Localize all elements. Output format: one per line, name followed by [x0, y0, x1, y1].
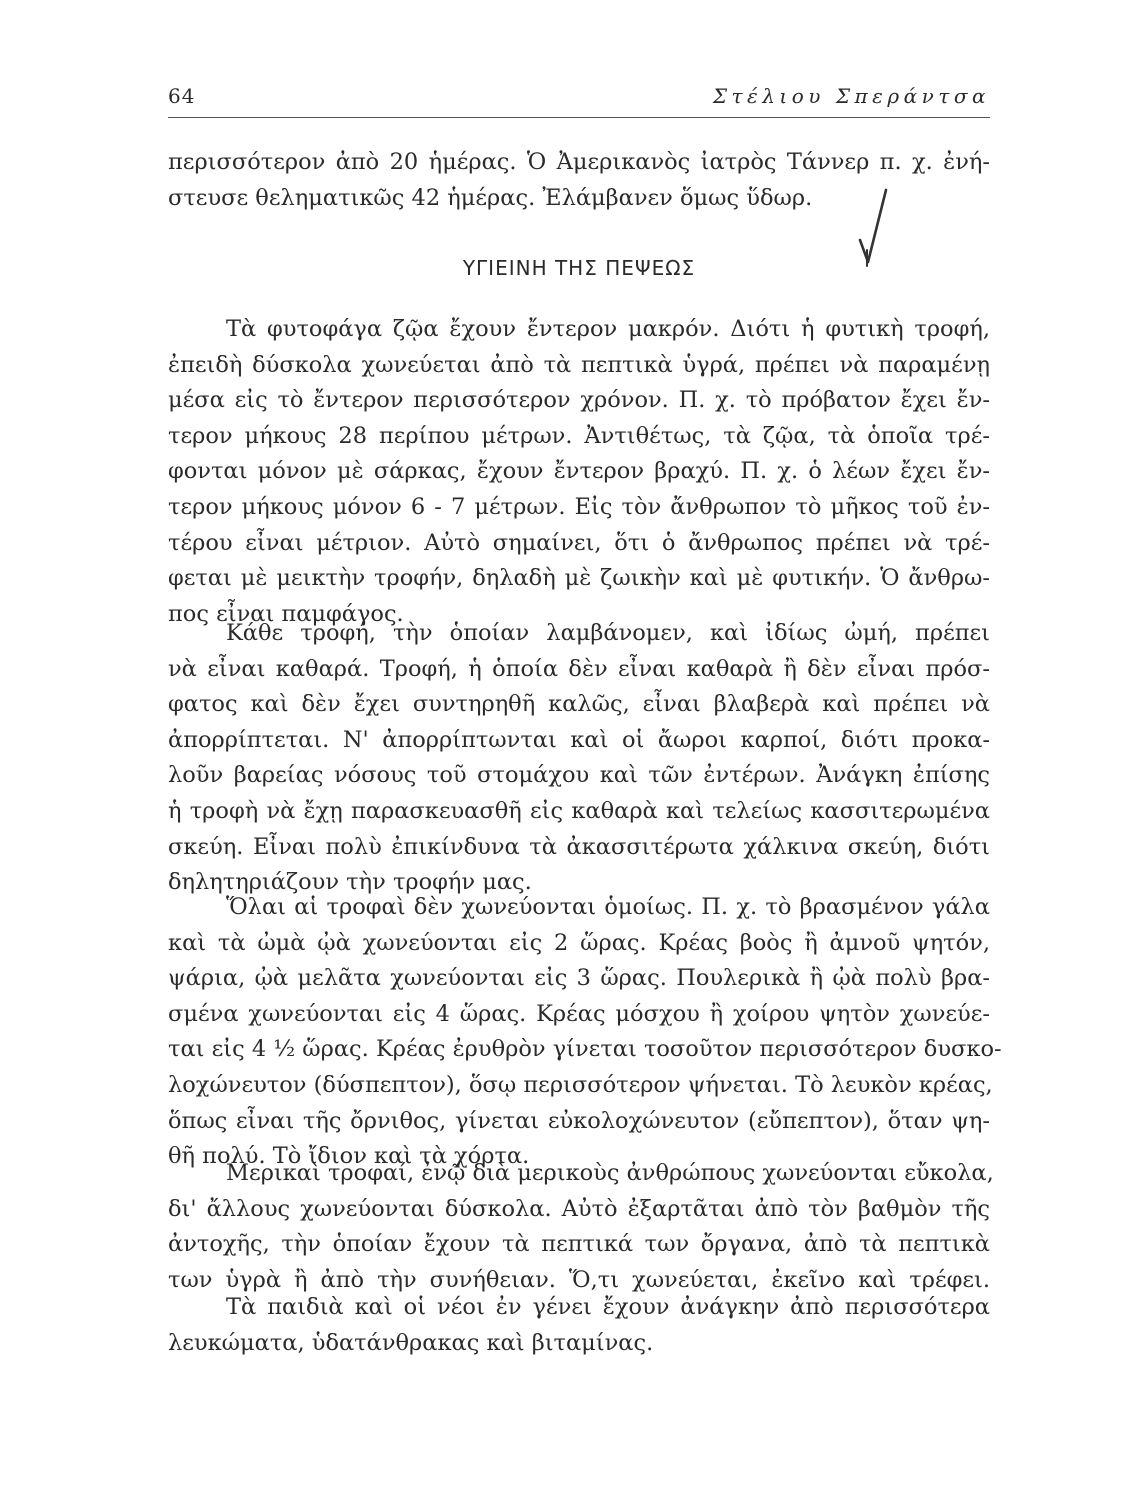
text-line: φατος καὶ δὲν ἔχει συντηρηθῆ καλῶς, εἶναι βλαβερὰ καὶ πρέπει νὰ	[168, 691, 990, 718]
text-line: φονται μόνον μὲ σάρκας, ἔχουν ἔντερον βραχύ. Π. χ. ὁ λέων ἔχει ἔν-	[168, 458, 990, 485]
text-line: ἡ τροφὴ νὰ ἔχῃ παρασκευασθῆ εἰς καθαρὰ καὶ τελείως κασσιτερωμένα	[168, 797, 990, 824]
paragraph	[168, 312, 990, 632]
text-line: ται εἰς 4 ½ ὥρας. Κρέας ἐρυθρὸν γίνεται τοσοῦτον περισσότερον δυσκο-	[168, 1036, 1002, 1063]
text-line: λοχώνευτον (δύσπεπτον), ὅσῳ περισσότερον ψήνεται. Τὸ λευκὸν κρέας,	[168, 1071, 993, 1098]
text-line: ἀπορρίπτεται. Ν' ἀπορρίπτωνται καὶ οἱ ἄωροι καρποί, διότι προκα-	[168, 726, 990, 753]
text-line: σμένα χωνεύονται εἰς 4 ὥρας. Κρέας μόσχου ἢ χοίρου ψητὸν χωνεύε-	[168, 1000, 990, 1027]
text-line: Τὰ φυτοφάγα ζῷα ἔχουν ἔντερον μακρόν. Διότι ἡ φυτικὴ τροφή,	[226, 316, 990, 342]
text-line: τερον μήκους μόνον 6 - 7 μέτρων. Εἰς τὸν ἄνθρωπον τὸ μῆκος τοῦ ἐν-	[168, 493, 990, 520]
text-line: ψάρια, ᾠὰ μελᾶτα χωνεύονται εἰς 3 ὥρας. Πουλερικὰ ἢ ᾠὰ πολὺ βρα-	[168, 965, 990, 992]
text-line: νὰ εἶναι καθαρά. Τροφή, ἡ ὁποία δὲν εἶναι καθαρὰ ἢ δὲν εἶναι πρόσ-	[168, 655, 990, 682]
text-line: των ὑγρὰ ἢ ἀπὸ τὴν συνήθειαν. Ὅ,τι χωνεύεται, ἐκεῖνο καὶ τρέφει.	[168, 1266, 990, 1293]
text-line: δι' ἄλλους χωνεύονται δύσκολα. Αὐτὸ ἐξαρτᾶται ἀπὸ τὸν βαθμὸν τῆς	[168, 1195, 990, 1222]
text-line: Τὰ παιδιὰ καὶ οἱ νέοι ἐν γένει ἔχουν ἀνάγκην ἀπὸ περισσότερα	[226, 1294, 990, 1320]
text-line: σκεύη. Εἶναι πολὺ ἐπικίνδυνα τὰ ἀκασσιτέρωτα χάλκινα σκεύη, διότι	[168, 833, 990, 860]
paragraph	[168, 616, 990, 901]
text-line: καὶ τὰ ὠμὰ ᾠὰ χωνεύονται εἰς 2 ὥρας. Κρέας βοὸς ἢ ἀμνοῦ ψητόν,	[168, 929, 990, 956]
text-line: φεται μὲ μεικτὴν τροφήν, δηλαδὴ μὲ ζωικὴν καὶ μὲ φυτικήν. Ὁ ἄνθρω-	[168, 565, 990, 592]
text-line: λευκώματα, ὑδατάνθρακας καὶ βιταμίνας.	[168, 1329, 654, 1356]
paragraph	[168, 890, 1002, 1175]
text-line: Μερικαὶ τροφαί, ἐνῷ διὰ μερικοὺς ἀνθρώπους χωνεύονται εὔκολα,	[226, 1160, 994, 1186]
section-title: ΥΓΙΕΙΝΗ ΤΗΣ ΠΕΨΕΩΣ	[462, 256, 696, 280]
text-line: πος εἶναι παμφάγος.	[168, 600, 404, 627]
text-line: μέσα εἰς τὸ ἔντερον περισσότερον χρόνον. Π. χ. τὸ πρόβατον ἔχει ἔν-	[168, 387, 990, 414]
text-line: ἀντοχῆς, τὴν ὁποίαν ἔχουν τὰ πεπτικά των ὄργανα, ἀπὸ τὰ πεπτικὰ	[168, 1231, 990, 1258]
page-number: 64	[168, 84, 196, 108]
text-line: θῆ πολύ. Τὸ ἴδιον καὶ τὰ χόρτα.	[168, 1143, 530, 1170]
header-rule	[168, 117, 990, 118]
text-line: ὅπως εἶναι τῆς ὄρνιθος, γίνεται εὐκολοχώνευτον (εὔπεπτον), ὅταν ψη-	[168, 1107, 990, 1134]
text-line: Ὅλαι αἱ τροφαὶ δὲν χωνεύονται ὁμοίως. Π. χ. τὸ βρασμένον γάλα	[226, 894, 990, 920]
text-line: ἐπειδὴ δύσκολα χωνεύεται ἀπὸ τὰ πεπτικὰ ὑγρά, πρέπει νὰ παραμένῃ	[168, 351, 990, 378]
page-header	[168, 84, 990, 114]
paragraph	[168, 1290, 990, 1361]
text-line: Κάθε τροφή, τὴν ὁποίαν λαμβάνομεν, καὶ ἰδίως ὠμή, πρέπει	[226, 620, 990, 646]
text-line: περισσότερον ἀπὸ 20 ἡμέρας. Ὁ Ἀμερικανὸς ἰατρὸς Τάννερ π. χ. ἐνή-	[168, 149, 990, 175]
text-line: λοῦν βαρείας νόσους τοῦ στομάχου καὶ τῶν ἐντέρων. Ἀνάγκη ἐπίσης	[168, 762, 990, 789]
paragraph	[168, 1156, 994, 1298]
running-title: Στέλιου Σπεράντσα	[712, 84, 990, 108]
text-line: τερον μήκους 28 περίπου μέτρων. Ἀντιθέτως, τὰ ζῷα, τὰ ὁποῖα τρέ-	[168, 422, 990, 449]
text-line: στευσε θεληματικῶς 42 ἡμέρας. Ἐλάμβανεν ὅμως ὕδωρ.	[168, 184, 813, 211]
text-line: δηλητηριάζουν τὴν τροφήν μας.	[168, 869, 532, 896]
text-line: τέρου εἶναι μέτριον. Αὐτὸ σημαίνει, ὅτι ὁ ἄνθρωπος πρέπει νὰ τρέ-	[168, 529, 990, 556]
